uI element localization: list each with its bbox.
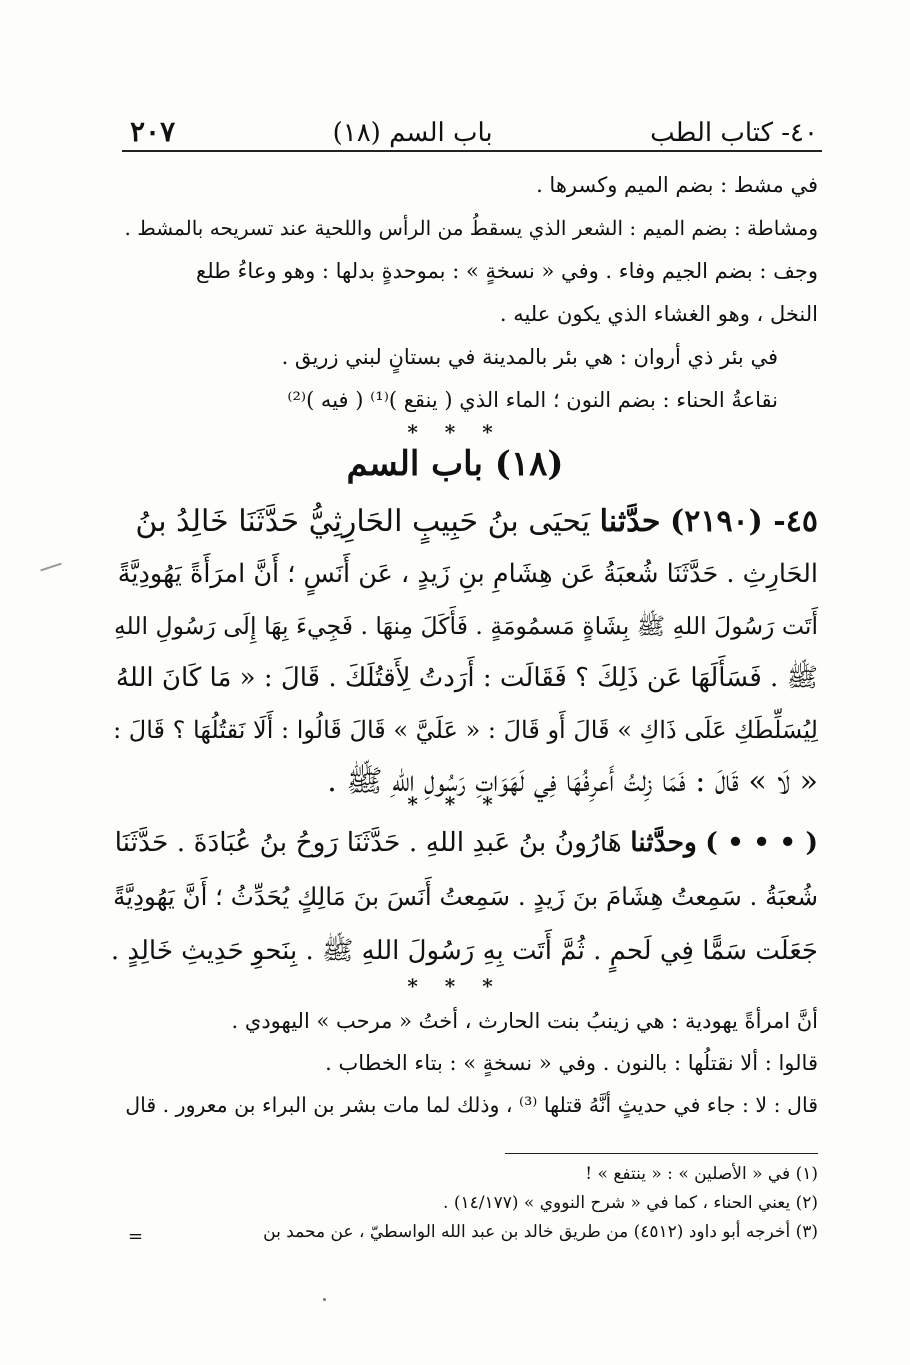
hadith-line: الحَارِثِ . حَدَّثَنَا شُعبَةُ عَن هِشَامِ بنِ زَيدٍ ، عَن أَنَسٍ ؛ أَنَّ امرَأَةً يَهُودِيَّةً: [117, 559, 818, 589]
gloss-line: قالوا : ألا نقتلُها : بالنون . وفي « نسخةٍ » : بتاء الخطاب .: [325, 1051, 818, 1075]
running-header: [130, 104, 818, 148]
footnote-rule: [505, 1153, 818, 1154]
hadith-number: ٤٥- (٢١٩٠): [670, 504, 818, 539]
gloss-line: في بئر ذي أروان : هي بئر بالمدينة في بستانٍ لبني زريق .: [281, 345, 778, 369]
hadith-line: شُعبَةُ . سَمِعتُ هِشَامَ بنَ زَيدٍ . سَمِعتُ أَنَسَ بنَ مَالِكٍ يُحَدِّثُ ؛ أَنَّ يَهُودِيَّةً: [113, 882, 818, 911]
section-separator: * * *: [407, 974, 503, 998]
gloss-top: [110, 164, 818, 422]
gloss-line: قال : لا : جاء في حديثٍ أنَّهُ قتلها ⁽³⁾ ، وذلك لما مات بشر بن البراء بن معرور . قال: [125, 1093, 818, 1117]
section-separator: * * *: [407, 420, 503, 444]
header-book: ٤٠- كتاب الطب: [650, 118, 818, 148]
footnote: (٢) يعني الحناء ، كما في « شرح النووي » (١٤/١٧٧) .: [443, 1193, 818, 1213]
hadith-line: ﷺ . فَسَأَلَهَا عَن ذَلِكَ ؟ فَقَالَت : أَرَدتُ لِأَقتُلَكَ . قَالَ : « مَا كَانَ اللهُ: [115, 663, 818, 693]
hadith-line: [110, 816, 818, 870]
paper-speck: [323, 1298, 326, 1301]
gloss-line: في مشط : بضم الميم وكسرها .: [536, 173, 818, 197]
gloss-bottom: [110, 1000, 818, 1126]
hadith-line: جَعَلَت سَمًّا فِي لَحمٍ . ثُمَّ أَتَت بِهِ رَسُولَ اللهِ ﷺ . بِنَحوِ حَدِيثِ خَالِدٍ .: [110, 936, 818, 966]
footnotes: [110, 1160, 818, 1247]
gloss-line: النخل ، وهو الغشاء الذي يكون عليه .: [499, 302, 818, 326]
header-chapter: (١٨) باب السم: [332, 118, 493, 148]
gloss-line: أنَّ امرأةً يهودية : هي زينبُ بنت الحارث ، أختُ « مرحب » اليهودي .: [231, 1009, 818, 1033]
footnote-continuation-mark: =: [128, 1226, 144, 1247]
hadith-1: [110, 496, 818, 808]
gloss-line: وجف : بضم الجيم وفاء . وفي « نسخةٍ » : بموحدةٍ بدلها : وهو وعاءُ طلع: [196, 259, 818, 283]
hadith-lead: وحدَّثنا: [630, 827, 697, 858]
hadith-line: [110, 496, 818, 548]
section-separator: * * *: [407, 792, 503, 816]
hadith-line: أَتَت رَسُولَ اللهِ ﷺ بِشَاةٍ مَسمُومَةٍ . فَأَكَلَ مِنهَا . فَجِيءَ بِهَا إِلَى رَسُولِ اللهِ: [113, 612, 818, 640]
footnote: (١) في « الأصلين » : « ينتفع » !: [585, 1164, 818, 1184]
gloss-line: نقاعةُ الحناء : بضم النون ؛ الماء الذي ( ينقع )⁽¹⁾ ( فيه )⁽²⁾: [287, 388, 778, 412]
hadith-lead: حدَّثنا: [599, 504, 661, 539]
hadith-line: « لَا » قَالَ : فَمَا زِلتُ أَعرِفُهَا فِي لَهَوَاتِ رَسُولِ اللهِ ﷺ .: [327, 764, 818, 799]
chapter-title: (١٨) باب السم: [346, 444, 564, 484]
margin-mark: [40, 563, 62, 572]
header-rule: [122, 150, 822, 152]
gloss-line: ومشاطة : بضم الميم : الشعر الذي يسقطُ من الرأس واللحية عند تسريحه بالمشط .: [124, 216, 818, 240]
hadith-2: [110, 816, 818, 978]
hadith-line: لِيُسَلِّطَكِ عَلَى ذَاكِ » قَالَ أَو قَالَ : « عَلَيَّ » قَالَ قَالُوا : أَلَا نَقتُلُهَا ؟ قَالَ :: [113, 716, 818, 744]
hadith-text: يَحيَى بنُ حَبِيبٍ الحَارِثِيُّ حَدَّثَنَا خَالِدُ بنُ: [135, 504, 591, 539]
hadith-text: هَارُونُ بنُ عَبدِ اللهِ . حَدَّثَنَا رَوحُ بنُ عُبَادَةَ . حَدَّثَنَا: [114, 827, 622, 858]
hadith-number: ( • • • ): [705, 827, 818, 858]
footnote: (٣) أخرجه أبو داود (٤٥١٢) من طريق خالد بن عبد الله الواسطيّ ، عن محمد بن: [263, 1222, 818, 1242]
page-number: ٢٠٧: [130, 115, 176, 148]
